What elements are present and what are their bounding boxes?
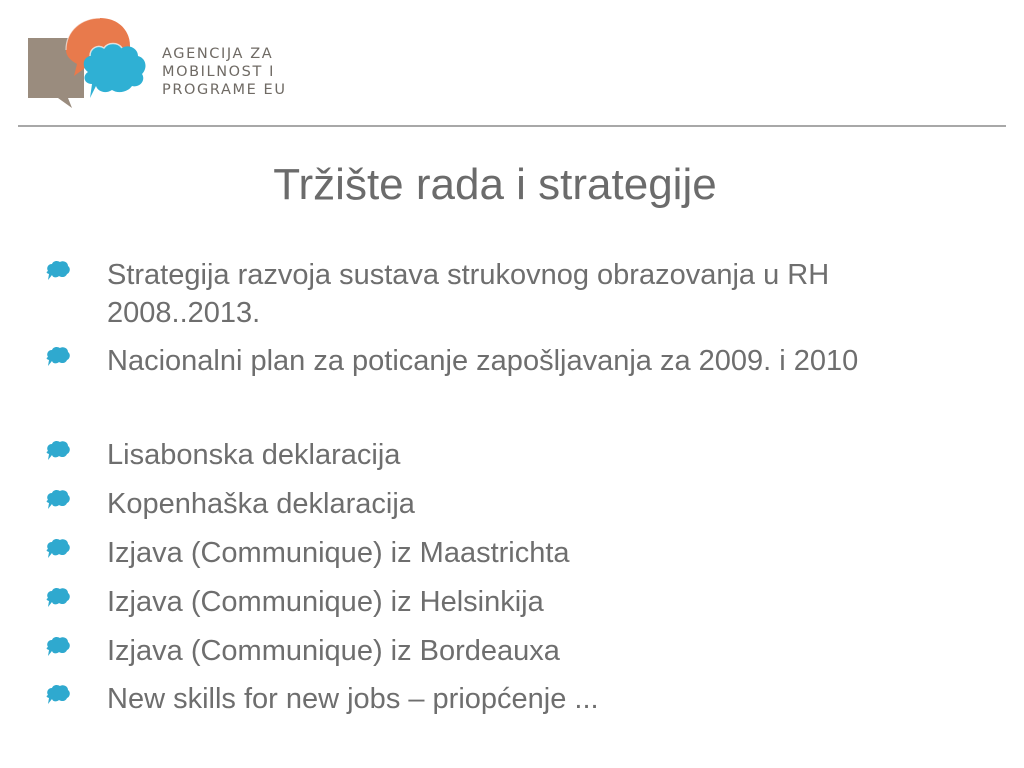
bullet-item	[107, 583, 947, 621]
slide-title: Tržište rada i strategije	[273, 160, 717, 209]
speech-bubble-icon	[45, 636, 71, 660]
bullet-item	[107, 485, 947, 523]
slide-header	[0, 0, 1024, 128]
logo-line: AGENCIJA ZA	[162, 46, 274, 62]
speech-bubble-icon	[45, 260, 71, 284]
speech-bubble-icon	[45, 440, 71, 464]
bullet-item	[107, 436, 947, 474]
speech-bubble-icon	[45, 587, 71, 611]
agency-name-text	[162, 45, 287, 99]
bullet-text: New skills for new jobs – priopćenje ...	[107, 683, 599, 715]
logo-line: MOBILNOST I	[162, 64, 276, 80]
bullet-item	[107, 680, 947, 718]
logo-line: PROGRAME EU	[162, 82, 287, 98]
bullet-text: Izjava (Communique) iz Bordeauxa	[107, 635, 560, 667]
bullet-item	[107, 534, 947, 572]
bullet-text: Kopenhaška deklaracija	[107, 488, 415, 520]
bullet-item	[107, 632, 947, 670]
speech-bubbles-logo-icon	[26, 16, 156, 116]
speech-bubble-icon	[45, 489, 71, 513]
bullet-item	[107, 342, 947, 380]
bullet-text: Strategija razvoja sustava strukovnog obrazovanja u RH 2008..2013.	[107, 259, 830, 329]
speech-bubble-icon	[45, 684, 71, 708]
bullet-text: Izjava (Communique) iz Maastrichta	[107, 537, 570, 569]
bullet-text: Nacionalni plan za poticanje zapošljavanja za 2009. i 2010	[107, 345, 859, 377]
header-divider	[18, 125, 1006, 127]
bullet-item	[107, 256, 947, 332]
bullet-text: Lisabonska deklaracija	[107, 439, 401, 471]
bullet-text: Izjava (Communique) iz Helsinkija	[107, 586, 544, 618]
speech-bubble-icon	[45, 538, 71, 562]
speech-bubble-icon	[45, 346, 71, 370]
